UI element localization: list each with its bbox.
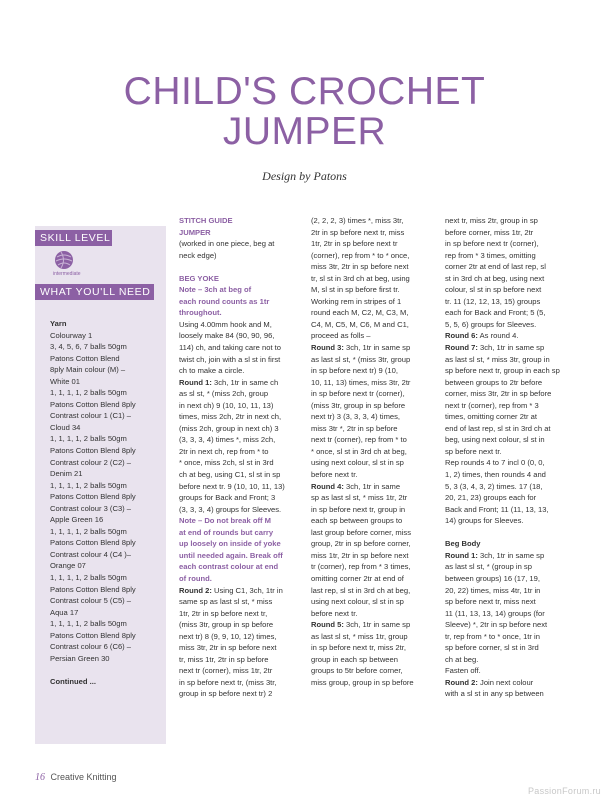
skill-level-value: intermediate	[53, 271, 81, 277]
text-line: Note – Do not break off M	[179, 516, 271, 526]
text-line: between groups) 16 (17, 19,	[445, 573, 540, 583]
text-line: group in each sp between	[311, 654, 398, 664]
text-line: Contrast colour 5 (C5) –	[50, 596, 132, 606]
text-line: ch at beg.	[445, 654, 479, 664]
text-line: miss 3tr *, 2tr in sp before	[311, 423, 398, 433]
text-line: 1, 1, 1, 1, 2 balls 50gm	[50, 480, 127, 490]
text-line: JUMPER	[179, 227, 211, 237]
text-line: Cloud 34	[50, 422, 81, 432]
text-line: 5, 5, 6) groups for Sleeves.	[445, 319, 537, 329]
text-line: group in sp before next tr) 2	[179, 689, 273, 699]
text-line: group, 2tr in sp before corner,	[311, 539, 411, 549]
text-line: Orange 07	[50, 561, 86, 571]
what-you-need-heading: WHAT YOU'LL NEED	[35, 284, 154, 300]
text-line: Round 1: 3ch, 1tr in same sp	[445, 550, 545, 560]
text-line: (worked in one piece, beg at	[179, 239, 275, 249]
text-line: end of last rep, sl st in 3rd ch at	[445, 423, 551, 433]
text-line: Contrast colour 2 (C2) –	[50, 457, 132, 467]
text-line: Working rem in stripes of 1	[311, 296, 402, 306]
text-line: miss group, group in sp before	[311, 677, 414, 687]
materials-sidebar	[35, 226, 166, 744]
text-line: of round.	[179, 573, 212, 583]
text-line: Sleeve) *, 2tr in sp before next	[445, 620, 548, 630]
text-line: tr, rep from * to * once, 1tr in	[445, 631, 540, 641]
text-line: Apple Green 16	[50, 515, 104, 525]
text-line: tr, sl st in 3rd ch at beg, using	[311, 273, 410, 283]
text-line: (miss 3tr, group in sp before	[311, 400, 406, 410]
text-line: Round 2: Using C1, 3ch, 1tr in	[179, 585, 283, 595]
text-line: before corner, miss 1tr, 2tr	[445, 227, 534, 237]
text-line: next tr) 8 (9, 9, 10, 12) times,	[179, 631, 277, 641]
text-line: twist ch, join with a sl st in first	[179, 354, 281, 364]
text-line: miss 1tr, 2tr in sp before next	[311, 550, 409, 560]
text-line: 1tr, 2tr in sp before next tr	[311, 239, 398, 249]
text-line: colour, sl st in sp before next	[445, 285, 542, 295]
text-line: corner 2tr at end of last rep, sl	[445, 262, 546, 272]
text-line: C4, M, C5, M, C6, M and C1,	[311, 319, 409, 329]
text-line: Persian Green 30	[50, 653, 110, 663]
text-line: (3, 3, 3, 4) groups for Sleeves.	[179, 504, 282, 514]
text-line: tr (corner), rep from * 3 times,	[311, 562, 411, 572]
text-line: Fasten off.	[445, 666, 481, 676]
text-line: Patons Cotton Blend 8ply	[50, 492, 136, 502]
text-line	[179, 261, 295, 273]
text-line: (3, 3, 3, 4) times *, miss 2ch,	[179, 435, 276, 445]
text-line: Patons Cotton Blend 8ply	[50, 630, 136, 640]
text-line: same sp as last sl st, * miss	[179, 597, 273, 607]
text-line: sp as last sl st, * miss 1tr, 2tr	[311, 493, 408, 503]
title-line-2: JUMPER	[222, 110, 387, 153]
text-line: 20, 22) times, miss 4tr, 1tr in	[445, 585, 541, 595]
text-line: miss 3tr, 2tr in sp before next	[179, 643, 277, 653]
text-line: in next ch) 9 (10, 10, 11, 13)	[179, 400, 274, 410]
text-line: times, omitting corner 2tr at	[445, 412, 538, 422]
text-line: (2, 2, 2, 3) times *, miss 3tr,	[311, 216, 404, 225]
text-line: Contrast colour 1 (C1) –	[50, 411, 132, 421]
text-line: next tr (corner), rep from * to	[311, 435, 407, 445]
text-line: 1, 1, 1, 1, 2 balls 50gm	[50, 573, 127, 583]
text-line: rep from * 3 times, omitting	[445, 250, 536, 260]
text-line: using next colour, sl st in sp	[311, 597, 404, 607]
text-line: M, sl st in sp before first tr.	[311, 285, 400, 295]
text-line: (miss 3tr, group in sp before	[179, 620, 274, 630]
text-line: before next tr. 9 (10, 10, 11, 13)	[179, 481, 285, 491]
text-line: in sp before next tr) 9 (10,	[311, 366, 398, 376]
text-line: using next colour, sl st in sp	[311, 458, 404, 468]
text-line: as sl st, * (miss 2ch, group	[179, 389, 269, 399]
text-line: 1tr, 2tr in sp before next tr,	[179, 608, 268, 618]
text-line: each for Back and Front; 5 (5,	[445, 308, 546, 318]
text-line: * once, miss 2ch, sl st in 3rd	[179, 458, 274, 468]
text-line: 8ply Main colour (M) –	[50, 365, 126, 375]
text-line: each round counts as 1tr	[179, 296, 270, 306]
text-line: last group before corner, miss	[311, 527, 412, 537]
text-line: in sp before next tr (corner),	[311, 389, 405, 399]
text-line: ch at beg, using C1, sl st in sp	[179, 470, 281, 480]
instructions-column-3	[445, 215, 569, 700]
text-line: Aqua 17	[50, 607, 79, 617]
text-line: as last sl st, * (group in sp	[445, 562, 532, 572]
text-line: Patons Cotton Blend 8ply	[50, 538, 136, 548]
text-line: Yarn	[50, 319, 67, 328]
text-line: before next tr.	[311, 470, 358, 480]
text-line: Round 6: As round 4.	[445, 331, 519, 341]
text-line: groups for Back and Front; 3	[179, 493, 276, 503]
text-line: between groups to 2tr before	[445, 377, 543, 387]
text-line: Round 2: Join next colour	[445, 677, 534, 687]
text-line: as last sl st, * miss 3tr, group in	[445, 354, 550, 364]
text-line: next tr, miss 2tr, group in sp	[445, 216, 538, 225]
text-line: proceed as folls –	[311, 331, 371, 341]
instructions-column-1	[179, 215, 295, 700]
text-line: Contrast colour 4 (C4 )–	[50, 549, 132, 559]
text-line: STITCH GUIDE	[179, 216, 233, 225]
text-line	[50, 664, 164, 676]
magazine-name: Creative Knitting	[50, 772, 117, 782]
text-line: Patons Cotton Blend 8ply	[50, 584, 136, 594]
text-line: Patons Cotton Blend 8ply	[50, 399, 136, 409]
text-line: loosely make 84 (90, 90, 96,	[179, 331, 275, 341]
text-line: 5, 3 (3, 4, 3, 2) times. 17 (18,	[445, 481, 543, 491]
page-number: 16	[35, 772, 45, 783]
text-line: miss 3tr, 2tr in sp before next	[311, 262, 409, 272]
materials-list	[50, 318, 164, 688]
text-line: Beg Body	[445, 539, 481, 549]
text-line: next tr) 3 (3, 3, 3, 4) times,	[311, 412, 401, 422]
text-line: omitting corner 2tr at end of	[311, 573, 404, 583]
text-line: Contrast colour 6 (C6) –	[50, 642, 132, 652]
text-line: 2tr in sp before next tr, miss	[311, 227, 405, 237]
text-line: Contrast colour 3 (C3) –	[50, 503, 132, 513]
text-line: each contrast colour at end	[179, 562, 279, 572]
text-line: 1, 1, 1, 1, 2 balls 50gm	[50, 388, 127, 398]
text-line: with a sl st in any sp between	[445, 689, 544, 699]
text-line: BEG YOKE	[179, 273, 219, 283]
text-line: tr. 11 (12, 12, 13, 15) groups	[445, 296, 541, 306]
text-line: 10, 11, 13) times, miss 3tr, 2tr	[311, 377, 411, 387]
title-line-1: CHILD'S CROCHET	[123, 70, 486, 113]
text-line: as last sl st, * (miss 3tr, group	[311, 354, 411, 364]
text-line: neck edge)	[179, 250, 217, 260]
text-line: until needed again. Break off	[179, 550, 283, 560]
text-line: beg, using next colour, sl st in	[445, 435, 545, 445]
text-line: 11 (11, 13, 13, 14) groups (for	[445, 608, 545, 618]
text-line: Round 1: 3ch, 1tr in same ch	[179, 377, 279, 387]
text-line: st in 3rd ch at beg, using next	[445, 273, 545, 283]
byline: Design by Patons	[262, 169, 347, 183]
text-line: Using 4.00mm hook and M,	[179, 319, 272, 329]
text-line: (miss 2ch, group in next ch) 3	[179, 423, 279, 433]
text-line: Note – 3ch at beg of	[179, 285, 252, 295]
text-line: Round 3: 3ch, 1tr in same sp	[311, 343, 411, 353]
text-line: sp before next tr, miss next	[445, 597, 536, 607]
text-line: Round 4: 3ch, 1tr in same	[311, 481, 401, 491]
text-line: sp before corner, sl st in 3rd	[445, 643, 539, 653]
skill-level-heading: SKILL LEVEL	[35, 230, 112, 246]
text-line: groups to 5tr before corner,	[311, 666, 403, 676]
text-line: next tr (corner), miss 1tr, 2tr	[179, 666, 273, 676]
text-line: round each M, C2, M, C3, M,	[311, 308, 409, 318]
instructions-column-2	[311, 215, 427, 688]
page-footer	[35, 772, 117, 783]
text-line: in sp before next tr, group in	[311, 504, 406, 514]
text-line: tr, miss 1tr, 2tr in sp before	[179, 654, 269, 664]
text-line: White 01	[50, 376, 80, 386]
text-line: sp before next tr, group in each sp	[445, 366, 560, 376]
text-line: Patons Cotton Blend 8ply	[50, 446, 136, 456]
text-line: Patons Cotton Blend	[50, 353, 120, 363]
text-line: 2tr in next ch, rep from * to	[179, 446, 269, 456]
text-line: Back and Front; 11 (11, 13, 13,	[445, 504, 549, 514]
yarn-ball-icon	[53, 249, 75, 271]
text-line: 1, 2) times, then rounds 4 and	[445, 470, 546, 480]
text-line: Denim 21	[50, 469, 83, 479]
text-line: throughout.	[179, 308, 222, 318]
watermark: PassionForum.ru	[527, 786, 601, 796]
text-line: next tr (corner), rep from * 3	[445, 400, 539, 410]
text-line: 20, 21, 23) groups each for	[445, 493, 537, 503]
text-line: 3, 4, 5, 6, 7 balls 50gm	[50, 342, 127, 352]
text-line: Colourway 1	[50, 330, 93, 340]
text-line: (corner), rep from * to * once,	[311, 250, 410, 260]
text-line: corner, miss 3tr, 2tr in sp before	[445, 389, 552, 399]
page-title	[0, 72, 609, 152]
text-line: in sp before next tr (corner),	[445, 239, 539, 249]
text-line: at end of rounds but carry	[179, 527, 274, 537]
text-line: as last sl st, * miss 1tr, group	[311, 631, 408, 641]
text-line: Continued ...	[50, 676, 96, 686]
text-line: times, miss 2ch, 2tr in next ch,	[179, 412, 282, 422]
text-line: before next tr.	[311, 608, 358, 618]
text-line: sp before next tr.	[445, 446, 502, 456]
text-line	[445, 527, 569, 539]
text-line: 1, 1, 1, 1, 2 balls 50gm	[50, 619, 127, 629]
text-line: Round 5: 3ch, 1tr in same sp	[311, 620, 411, 630]
text-line: in sp before next tr, miss 2tr,	[311, 643, 406, 653]
text-line: last rep, sl st in 3rd ch at beg,	[311, 585, 411, 595]
text-line: up loosely on inside of yoke	[179, 539, 281, 549]
text-line: 14) groups for Sleeves.	[445, 516, 524, 526]
text-line: in sp before next tr, (miss 3tr,	[179, 677, 277, 687]
text-line: Round 7: 3ch, 1tr in same sp	[445, 343, 545, 353]
text-line: ch to make a circle.	[179, 366, 245, 376]
text-line: Rep rounds 4 to 7 incl 0 (0, 0,	[445, 458, 545, 468]
text-line: * once, sl st in 3rd ch at beg,	[311, 446, 407, 456]
text-line: 1, 1, 1, 1, 2 balls 50gm	[50, 526, 127, 536]
text-line: 1, 1, 1, 1, 2 balls 50gm	[50, 434, 127, 444]
text-line: each sp between groups to	[311, 516, 403, 526]
text-line: 114) ch, and taking care not to	[179, 343, 282, 353]
